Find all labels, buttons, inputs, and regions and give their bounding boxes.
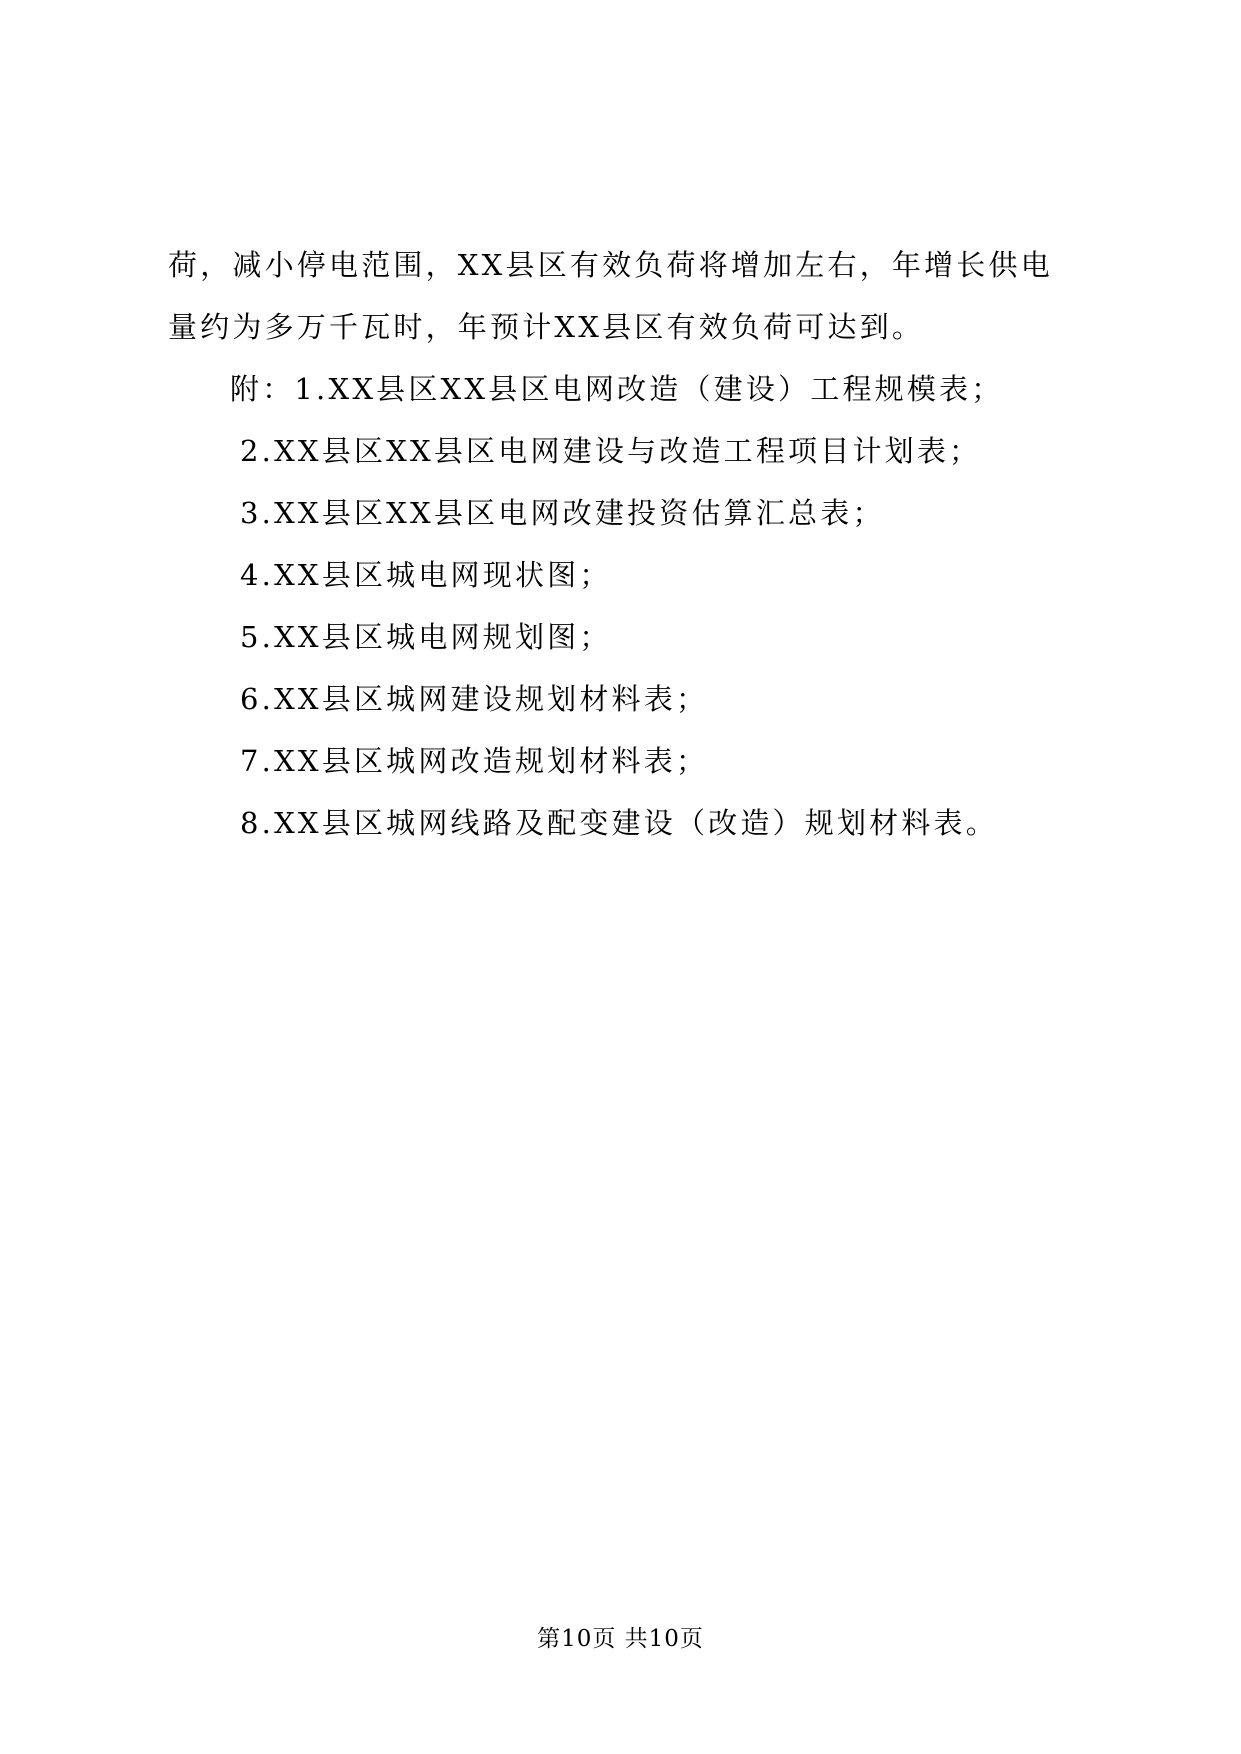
paragraph-line-1: 荷，减小停电范围，XX县区有效负荷将增加左右，年增长供电 [168,248,1053,282]
attachment-item-2: 2.XX县区XX县区电网建设与改造工程项目计划表； [240,434,982,468]
attachment-item-7: 7.XX县区城网改造规划材料表； [240,744,709,778]
attachment-item-4: 4.XX县区城电网现状图； [240,558,612,592]
attachment-item-5: 5.XX县区城电网规划图； [240,620,612,654]
attachments-intro: 附：1.XX县区XX县区电网改造（建设）工程规模表； [230,372,1004,406]
page-footer: 第10页 共10页 [537,1626,704,1652]
attachment-item-6: 6.XX县区城网建设规划材料表； [240,682,709,716]
attachment-item-8: 8.XX县区城网线路及配变建设（改造）规划材料表。 [240,806,998,840]
paragraph-line-2: 量约为多万千瓦时，年预计XX县区有效负荷可达到。 [168,310,925,344]
document-body [168,234,1088,854]
attachment-item-3: 3.XX县区XX县区电网改建投资估算汇总表； [240,496,885,530]
